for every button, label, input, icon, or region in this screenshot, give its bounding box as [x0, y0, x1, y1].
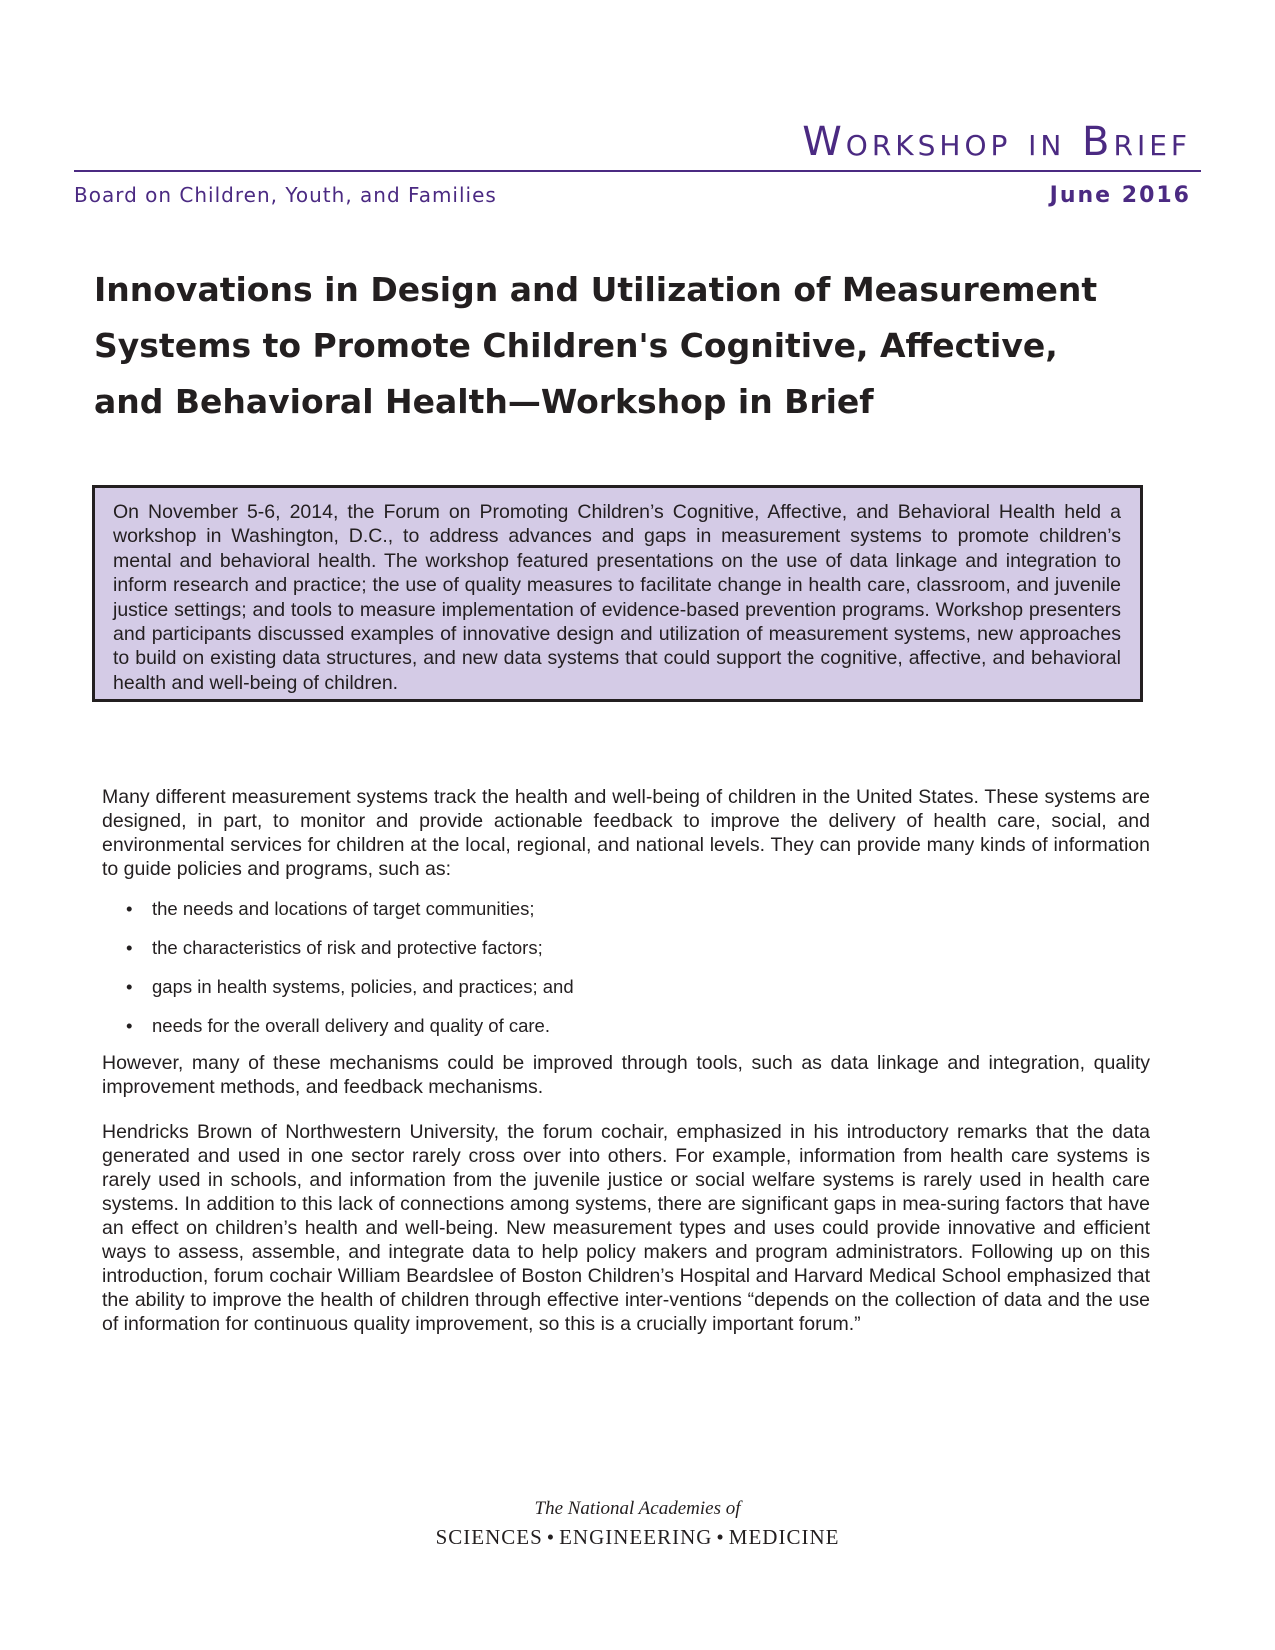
list-item	[126, 975, 574, 1014]
banner-rule	[74, 170, 1201, 172]
list-item	[126, 1014, 574, 1053]
bullet-list	[126, 897, 574, 1053]
footer-line1: The National Academies of	[534, 1498, 741, 1519]
banner-title: Workshop in Brief	[802, 119, 1191, 165]
footer-logo	[0, 1497, 1275, 1550]
list-item-text: gaps in health systems, policies, and practices; and	[152, 976, 574, 997]
footer-word-engineering: ENGINEERING	[559, 1525, 713, 1549]
summary-box	[92, 485, 1143, 702]
intro-paragraph: Many different measurement systems track the health and well-being of children in the United States. These systems are designed, in part, to monitor and provide actionable feedback to improve the delivery of health care, social, and environmental services for children at the local, regional, and national levels. They can provide many kinds of information to guide policies and programs, such as:	[102, 786, 1150, 880]
footer-word-medicine: MEDICINE	[728, 1525, 840, 1549]
paragraph-hendricks-brown: Hendricks Brown of Northwestern University, the forum cochair, emphasized in his introductory remarks that the data generated and used in one sector rarely cross over into others. For example, information from health care systems is rarely used in schools, and information from the juvenile justice or social welfare systems is rarely used in health care systems. In addition to this lack of connections among systems, there are significant gaps in mea-suring factors that have an effect on children’s health and well-being. New measurement types and uses could provide innovative and efficient ways to assess, assemble, and integrate data to help policy makers and program administrators. Following up on this introduction, forum cochair William Beardslee of Boston Children’s Hospital and Harvard Medical School emphasized that the ability to improve the health of children through effective inter-ventions “depends on the collection of data and the use of information for continuous quality improvement, so this is a crucially important forum.”	[102, 1121, 1150, 1335]
list-item	[126, 897, 574, 936]
bullet-marker: •	[126, 976, 133, 997]
summary-text: On November 5-6, 2014, the Forum on Promoting Children’s Cognitive, Affective, and Behavioral Health held a workshop in Washington, D.C., to address advances and gaps in measurement systems to promote children’s mental and behavioral health. The workshop featured presentations on the use of data linkage and integration to inform research and practice; the use of quality measures to facilitate change in health care, classroom, and juvenile justice settings; and tools to measure implementation of evidence-based prevention programs. Workshop presenters and participants discussed examples of innovative design and utilization of measurement systems, new approaches to build on existing data structures, and new data systems that could support the cognitive, affective, and behavioral health and well-being of children.	[113, 501, 1121, 694]
bullet-marker: •	[126, 937, 133, 958]
document-title: Innovations in Design and Utilization of Measurement Systems to Promote Children's Cognitive, Affective, and Behavioral Health—Workshop in Brief	[94, 270, 1098, 421]
publication-date: June 2016	[1049, 183, 1191, 208]
footer-separator: •	[716, 1525, 725, 1549]
list-item-text: the needs and locations of target communities;	[152, 898, 535, 919]
footer-word-sciences: SCIENCES	[435, 1525, 543, 1549]
list-item	[126, 936, 574, 975]
list-item-text: the characteristics of risk and protective factors;	[152, 937, 543, 958]
board-name: Board on Children, Youth, and Families	[74, 183, 497, 207]
list-item-text: needs for the overall delivery and quality of care.	[152, 1015, 550, 1036]
bullet-marker: •	[126, 1015, 133, 1036]
bullet-marker: •	[126, 898, 133, 919]
paragraph-mechanisms: However, many of these mechanisms could be improved through tools, such as data linkage and integration, quality improvement methods, and feedback mechanisms.	[102, 1052, 1150, 1098]
footer-line2	[0, 1524, 1275, 1550]
footer-separator: •	[546, 1525, 556, 1549]
